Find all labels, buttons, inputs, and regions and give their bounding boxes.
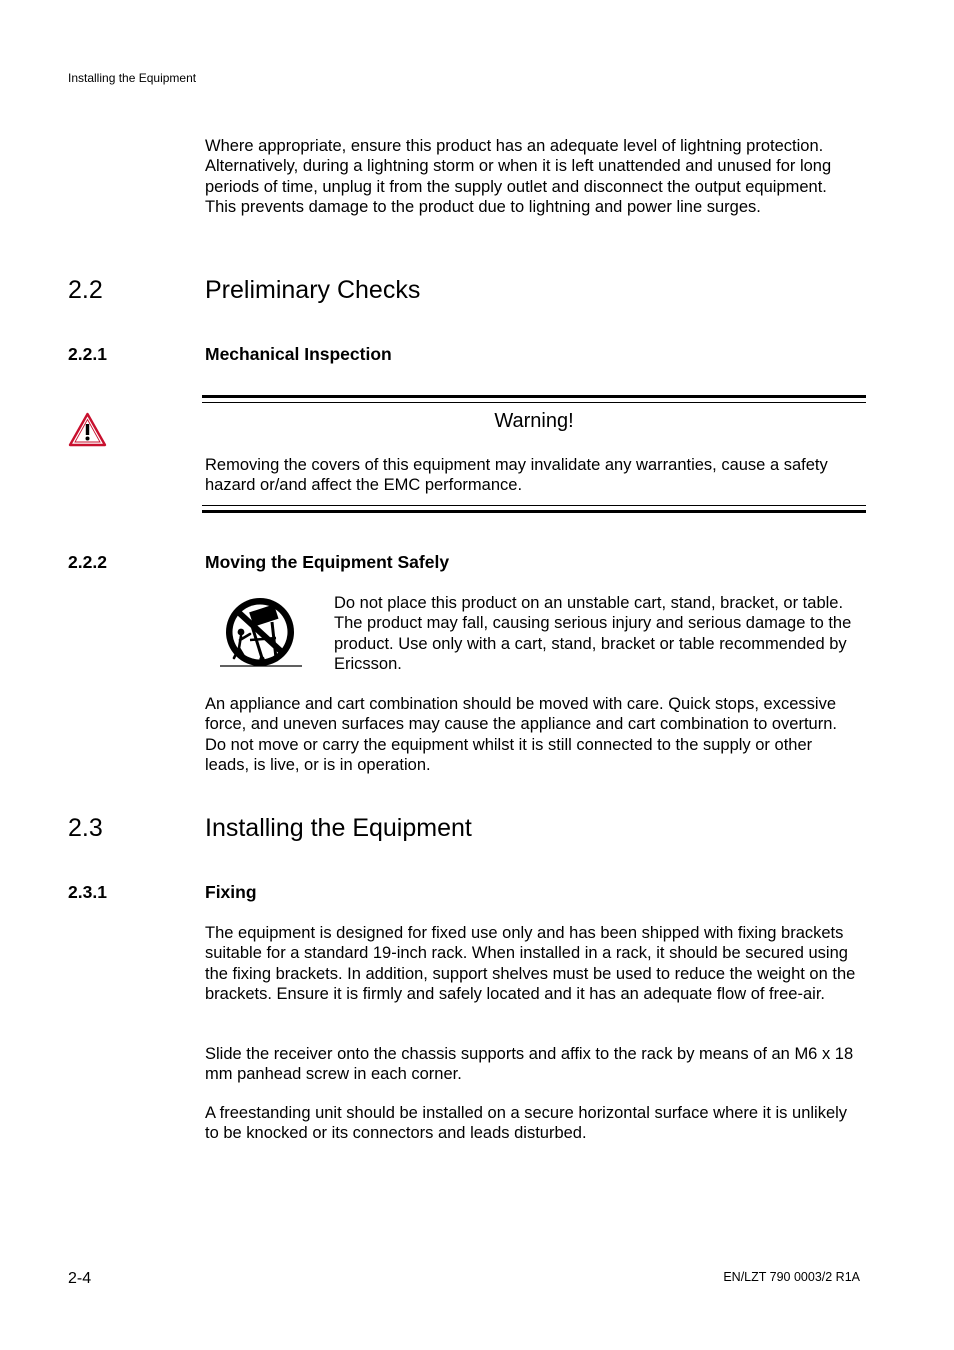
fixing-paragraph-2: Slide the receiver onto the chassis supports and affix to the rack by means of an M6 x 18 mm panhead screw in each corner.: [205, 1045, 854, 1084]
warning-text: Removing the covers of this equipment may invalidate any warranties, cause a safety hazard or/and affect the EMC performance.: [205, 456, 828, 495]
warning-bottom-rule-thick: [202, 510, 866, 513]
warning-bottom-rule-thin: [202, 505, 866, 506]
cart-warning-text: Do not place this product on an unstable cart, stand, bracket, or table. The product may fall, causing serious injury and serious damage to the product. Use only with a cart, stand, bracket or table recommended by Ericsson.: [334, 594, 852, 674]
subsection-title: Fixing: [205, 882, 257, 902]
subsection-title: Mechanical Inspection: [205, 344, 392, 364]
warning-triangle-icon: [68, 412, 107, 448]
warning-top-rule-thin: [202, 402, 866, 403]
fixing-paragraph-1: The equipment is designed for fixed use only and has been shipped with fixing brackets suitable for a standard 19-inch rack. When installed in a rack, it should be secured using the fixing brackets. In addition, support shelves must be used to reduce the weight on the brackets. Ensure it is firmly and safely located and it has an adequate flow of free-air.: [205, 924, 856, 1004]
subsection-number: 2.2.2: [68, 552, 107, 572]
subsection-number: 2.3.1: [68, 882, 107, 902]
page-number: 2-4: [68, 1270, 92, 1287]
section-title: Installing the Equipment: [205, 814, 472, 842]
section-number: 2.2: [68, 276, 103, 304]
subsection-title: Moving the Equipment Safely: [205, 552, 450, 572]
cart-tip-over-icon: [220, 596, 304, 668]
warning-top-rule-thick: [202, 395, 866, 398]
document-reference: EN/LZT 790 0003/2 R1A: [723, 1270, 860, 1284]
fixing-paragraph-3: A freestanding unit should be installed on a secure horizontal surface where it is unlikely to be knocked or its connectors and leads disturbed.: [205, 1104, 848, 1143]
running-header: Installing the Equipment: [68, 71, 197, 85]
section-number: 2.3: [68, 814, 103, 842]
subsection-number: 2.2.1: [68, 344, 107, 364]
intro-paragraph: Where appropriate, ensure this product has an adequate level of lightning protection. Alternatively, during a lightning storm or when it is left unattended and unused for long periods of time, unplug it from the supply outlet and disconnect the output equipment. This prevents damage to the product due to lightning and power line surges.: [205, 137, 832, 217]
warning-title: Warning!: [494, 410, 574, 432]
moving-paragraph: An appliance and cart combination should be moved with care. Quick stops, excessive force, and uneven surfaces may cause the appliance and cart combination to overturn. Do not move or carry the equipment whilst it is still connected to the supply or other leads, is live, or is in operation.: [205, 695, 837, 775]
section-title: Preliminary Checks: [205, 276, 421, 304]
